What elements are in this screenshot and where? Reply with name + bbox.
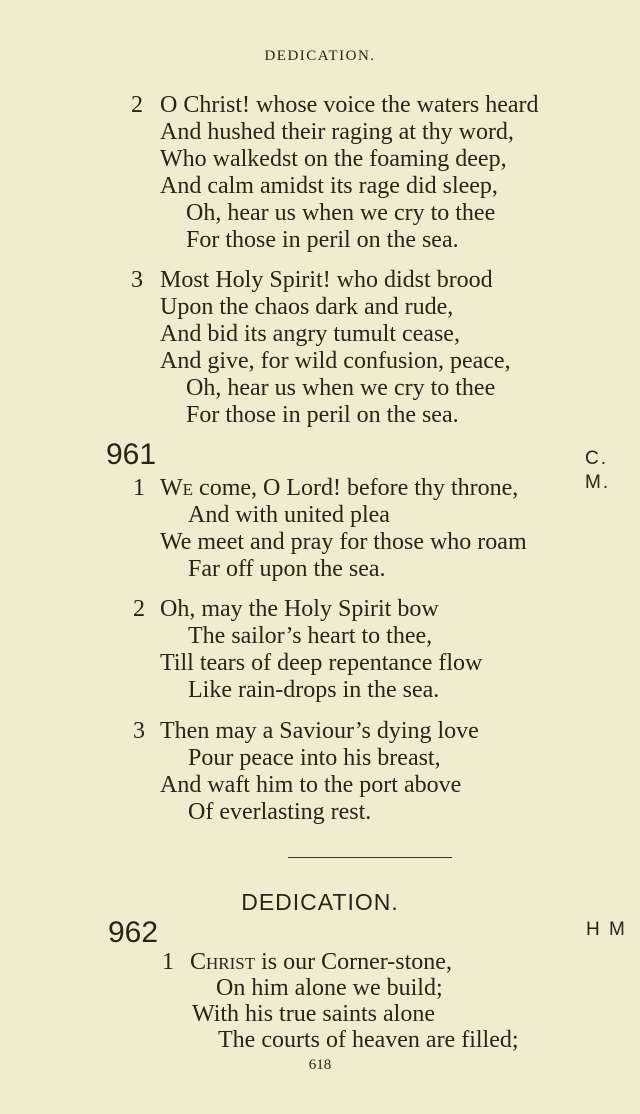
verse-line: On him alone we build; (216, 975, 443, 1001)
verse-line: Pour peace into his breast, (188, 745, 441, 771)
page-number: 618 (308, 1057, 332, 1073)
verse-line: And give, for wild confusion, peace, (160, 348, 511, 374)
hymn-meter: H M (586, 919, 627, 940)
verse-line: The sailor’s heart to thee, (188, 623, 433, 649)
verse-number: 2 (131, 92, 143, 118)
verse-line: The courts of heaven are filled; (218, 1027, 519, 1053)
verse-line: Like rain-drops in the sea. (188, 677, 440, 703)
hymn-number: 962 (108, 916, 159, 949)
verse-line: We meet and pray for those who roam (160, 529, 527, 555)
hymn-number: 961 (106, 438, 157, 471)
verse-number: 3 (133, 718, 145, 744)
verse-line: And bid its angry tumult cease, (160, 321, 460, 347)
verse-number: 2 (133, 596, 145, 622)
verse-line: Upon the chaos dark and rude, (160, 294, 454, 320)
verse-line: Who walkedst on the foaming deep, (160, 146, 507, 172)
verse-line: Of everlasting rest. (188, 799, 372, 825)
verse-number: 1 (162, 949, 174, 975)
verse-line: And hushed their raging at thy word, (160, 119, 514, 145)
refrain-line: For those in peril on the sea. (186, 402, 459, 428)
refrain-line: Oh, hear us when we cry to thee (186, 375, 496, 401)
first-word: Christ (190, 949, 256, 975)
section-title: DEDICATION. (241, 889, 399, 915)
refrain-line: For those in peril on the sea. (186, 227, 459, 253)
verse-number: 1 (133, 475, 145, 501)
running-head: DEDICATION. (264, 48, 376, 64)
verse-line: Then may a Saviour’s dying love (160, 718, 479, 744)
verse-number: 3 (131, 267, 143, 293)
first-word: We (160, 475, 194, 501)
verse-line: And with united plea (188, 502, 390, 528)
verse-first-line (160, 475, 518, 502)
verse-line: O Christ! whose voice the waters heard (160, 92, 539, 118)
first-line-rest: come, O Lord! before thy throne, (193, 475, 519, 501)
verse-line: And calm amidst its rage did sleep, (160, 173, 498, 199)
refrain-line: Oh, hear us when we cry to thee (186, 200, 496, 226)
verse-line: With his true saints alone (192, 1001, 435, 1027)
verse-line: And waft him to the port above (160, 772, 462, 798)
section-divider (288, 857, 452, 858)
verse-line: Most Holy Spirit! who didst brood (160, 267, 493, 293)
verse-line: Far off upon the sea. (188, 556, 386, 582)
hymn-meter: C. M. (585, 448, 611, 493)
verse-line: Till tears of deep repentance flow (160, 650, 483, 676)
first-line-rest: is our Corner-stone, (255, 949, 452, 975)
verse-line: Oh, may the Holy Spirit bow (160, 596, 439, 622)
verse-first-line (190, 949, 452, 976)
